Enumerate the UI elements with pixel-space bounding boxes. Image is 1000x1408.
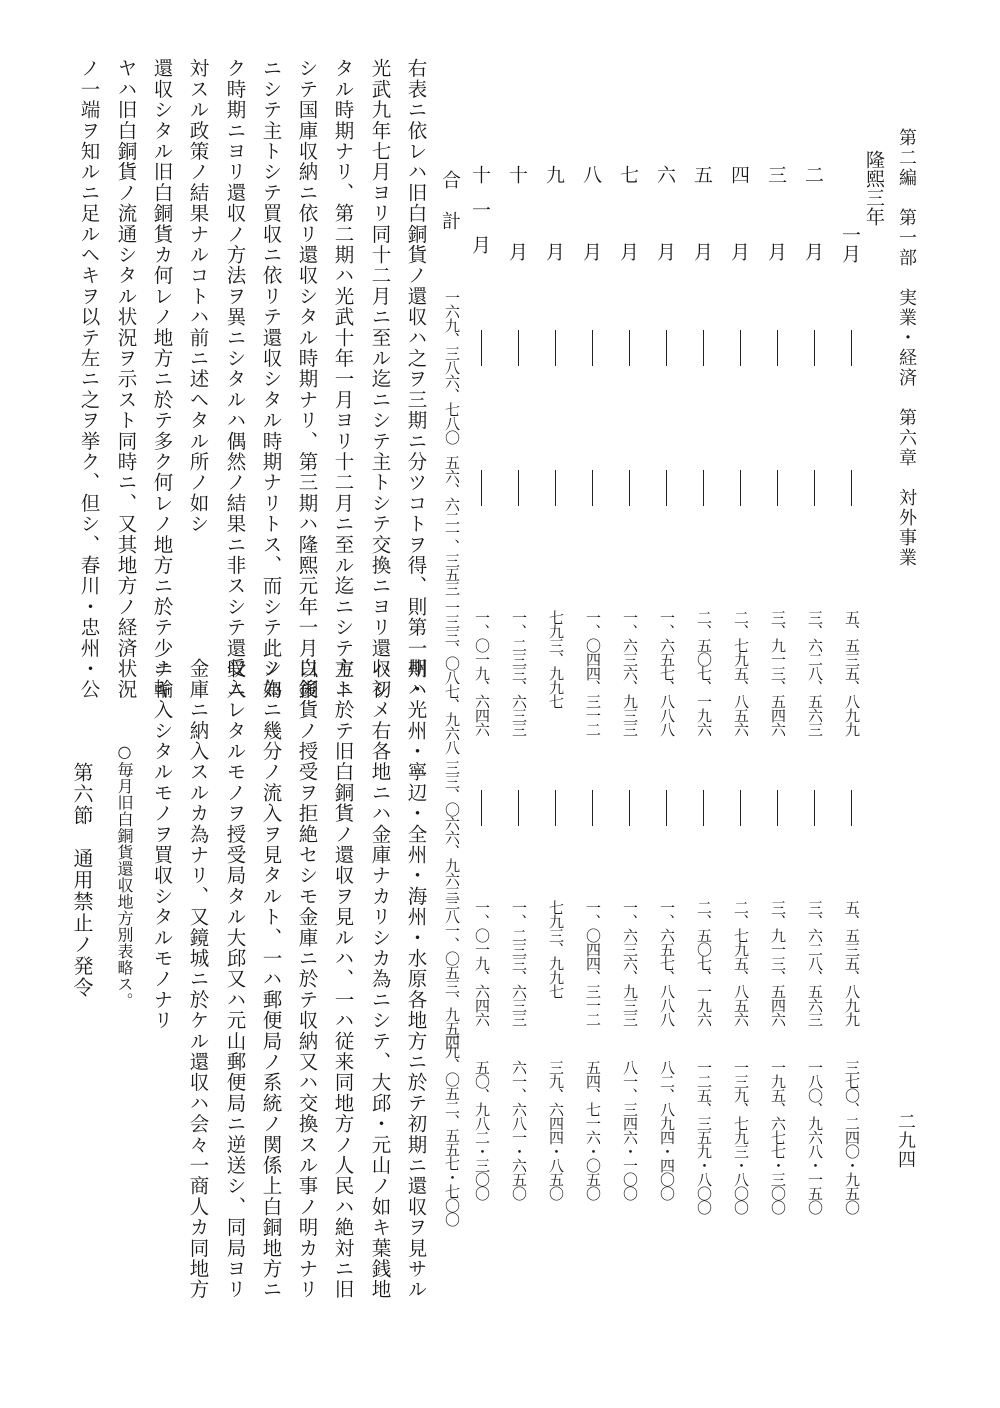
body-line: ニ輸入シタルモノヲ買収シタルモノナリ	[150, 658, 174, 1031]
table-cell: 一、二三三、六三三	[510, 900, 528, 1026]
body-line: 白銅貨ノ授受ヲ拒絶セシモ金庫ニ於テ収納又ハ交換スル事ノ明カナリ	[295, 658, 319, 1300]
body-line: 光武九年七月ヨリ同十二月ニ至ル迄ニシテ主トシテ交換ニヨリ還収シ	[368, 58, 392, 700]
table-cell: 一、六五七、八八八	[658, 610, 676, 736]
table-cell: 八二、八九四・四〇〇	[658, 1060, 676, 1200]
table-row-month: 三月	[765, 165, 787, 319]
table-cell-empty	[851, 470, 852, 506]
table-cell-empty	[666, 790, 667, 826]
table-row-month: 九月	[543, 165, 565, 319]
table-cell: 三七〇、二四〇・九五〇	[843, 1060, 861, 1214]
table-cell-empty	[518, 330, 519, 366]
table-cell-empty	[555, 470, 556, 506]
page-number: 二九四	[895, 1112, 916, 1169]
table-cell-empty	[481, 470, 482, 506]
body-line: 州・光州・寧辺・全州・海州・水原各地方ニ於テ初期ニ還収ヲ見サル	[404, 658, 428, 1300]
table-cell-empty	[555, 790, 556, 826]
table-cell: 五、五三五、八九九	[843, 610, 861, 736]
table-row-month: 八月	[580, 165, 602, 319]
table-total-cell: 三三、〇六六、九六三	[443, 760, 461, 900]
body-line: タル時期ナリ、第二期ハ光武十年一月ヨリ十二月ニ至ル迄ニシテ主ト	[331, 58, 355, 700]
table-cell: 七九三、九九七	[547, 610, 565, 708]
body-line: シテ国庫収納ニ依リ還収シタル時期ナリ、第三期ハ隆熙元年一月以後	[295, 58, 319, 700]
table-cell-empty	[851, 790, 852, 826]
table-cell: 二、七九五、八五六	[732, 610, 750, 736]
table-cell: 一三九、七九三・八〇〇	[732, 1060, 750, 1214]
table-total-cell: 一九、〇五二、五五七・七〇〇	[443, 1030, 461, 1226]
table-cell-empty	[629, 470, 630, 506]
table-cell-empty	[592, 330, 593, 366]
table-cell-empty	[629, 330, 630, 366]
table-cell: 五四、七一六・〇五〇	[584, 1060, 602, 1200]
table-cell-empty	[703, 790, 704, 826]
table-cell-empty	[740, 790, 741, 826]
body-line: 方ニ於テ旧白銅貨ノ還収ヲ見ルハ、一ハ従来同地方ノ人民ハ絶対ニ旧	[331, 658, 355, 1300]
body-line: 右表ニ依レハ旧白銅貨ノ還収ハ之ヲ三期ニ分ツコトヲ得、則第一期ハ	[404, 58, 428, 700]
table-cell: 一、〇一九、六四六	[473, 900, 491, 1026]
table-cell: 五、五三五、八九九	[843, 900, 861, 1026]
body-line: ニシテ主トシテ買収ニ依リテ還収シタル時期ナリトス、而シテ此ノ如	[259, 58, 283, 700]
table-total-cell: 三八一、〇五三、九五四	[443, 895, 461, 1049]
table-cell: 一二五、三五九・八〇〇	[695, 1060, 713, 1214]
body-line: ノ一端ヲ知ルニ足ルヘキヲ以テ左ニ之ヲ挙ク、但シ、春川・忠州・公	[77, 58, 101, 700]
table-total-label: 合計	[439, 170, 461, 252]
table-cell: 一、〇一九、六四六	[473, 610, 491, 736]
table-total-cell: 一三三、〇八七、九六八	[443, 600, 461, 754]
table-row-month: 六月	[654, 165, 676, 319]
table-cell-empty	[777, 470, 778, 506]
table-cell-empty	[481, 790, 482, 826]
table-cell-empty	[740, 330, 741, 366]
table-cell: 五〇、九八二・三〇〇	[473, 1060, 491, 1200]
body-line: 金庫ニ納入スルカ為ナリ、又鏡城ニ於ケル還収ハ会々一商人カ同地方	[186, 658, 210, 1300]
table-row-month: 五月	[691, 165, 713, 319]
table-cell-empty	[777, 790, 778, 826]
table-cell-empty	[814, 790, 815, 826]
table-cell: 二、七九五、八五六	[732, 900, 750, 1026]
table-cell: 一、二三三、六三三	[510, 610, 528, 736]
table-cell-empty	[703, 470, 704, 506]
table-cell-empty	[703, 330, 704, 366]
table-cell-empty	[666, 470, 667, 506]
table-cell: 三九、六四四・八五〇	[547, 1060, 565, 1200]
table-cell: 一、〇四四、三一二	[584, 900, 602, 1026]
table-row-month: 四月	[728, 165, 750, 319]
table-cell: 三、六二八、五六三	[806, 610, 824, 736]
table-year-label: 隆熙三年	[863, 150, 885, 226]
table-cell: 七九三、九九七	[547, 900, 565, 998]
table-cell-empty	[481, 330, 482, 366]
table-cell-empty	[629, 790, 630, 826]
table-cell: 六一、六八一・六五〇	[510, 1060, 528, 1200]
table-row-month: 七月	[617, 165, 639, 319]
table-cell-empty	[740, 470, 741, 506]
body-line: シ為ニ幾分ノ流入ヲ見タルト、一ハ郵便局ノ系統ノ関係上白銅地方ニ	[259, 658, 283, 1300]
table-cell: 三、六二八、五六三	[806, 900, 824, 1026]
table-cell-empty	[666, 330, 667, 366]
table-cell: 一、〇四四、三一二	[584, 610, 602, 736]
table-cell-empty	[851, 330, 852, 366]
body-line: 対スル政策ノ結果ナルコトハ前ニ述ヘタル所ノ如シ	[186, 58, 210, 535]
table-row-month: 一月	[839, 225, 861, 263]
omitted-table-note: ○毎月旧白銅貨還収地方別表略ス。	[115, 742, 134, 1009]
table-cell-empty	[814, 470, 815, 506]
table-total-cell: 五六、六二一、三五三	[443, 455, 461, 595]
body-line: ヤハ旧白銅貨ノ流通シタル状況ヲ示スト同時ニ、又其地方ノ経済状況	[114, 58, 138, 700]
table-cell-empty	[592, 470, 593, 506]
table-row-month: 十月	[506, 165, 528, 319]
table-cell: 一、六五七、八八八	[658, 900, 676, 1026]
table-cell: 二、五〇七、一九六	[695, 610, 713, 736]
table-cell: 一八〇、九六八・一五〇	[806, 1060, 824, 1214]
section-heading: 第六節 通用禁止ノ発令	[70, 762, 94, 999]
table-row-month: 二月	[802, 165, 824, 319]
table-cell: 三、九一三、五四六	[769, 610, 787, 736]
table-cell: 三、九一三、五四六	[769, 900, 787, 1026]
table-cell-empty	[777, 330, 778, 366]
body-line: 還収シタル旧白銅貨カ何レノ地方ニ於テ多ク何レノ地方ニ於テ少ナキ	[150, 58, 174, 700]
body-line: ハ初メ右各地ニハ金庫ナカリシカ為ニシテ、大邱・元山ノ如キ葉銭地	[368, 658, 392, 1300]
table-cell: 一、六三六、九三三	[621, 900, 639, 1026]
table-row-month: 十一月	[469, 165, 491, 270]
table-cell: 一、六三六、九三三	[621, 610, 639, 736]
table-cell-empty	[518, 470, 519, 506]
body-line: 受入レタルモノヲ授受局タル大邱又ハ元山郵便局ニ逆送シ、同局ヨリ	[223, 658, 247, 1300]
table-cell: 一九五、六七七・三〇〇	[769, 1060, 787, 1214]
table-cell-empty	[814, 330, 815, 366]
table-cell-empty	[555, 330, 556, 366]
table-total-cell: 一六九、三八六、七八〇	[443, 290, 461, 444]
body-line: ク時期ニヨリ還収ノ方法ヲ異ニシタルハ偶然ノ結果ニ非スシテ還収ニ	[223, 58, 247, 700]
table-cell-empty	[518, 790, 519, 826]
table-cell: 八一、三四六・一〇〇	[621, 1060, 639, 1200]
running-header: 第二編 第一部 実業・経済 第六章 対外事業	[896, 128, 917, 568]
table-cell: 二、五〇七、一九六	[695, 900, 713, 1026]
table-cell-empty	[592, 790, 593, 826]
